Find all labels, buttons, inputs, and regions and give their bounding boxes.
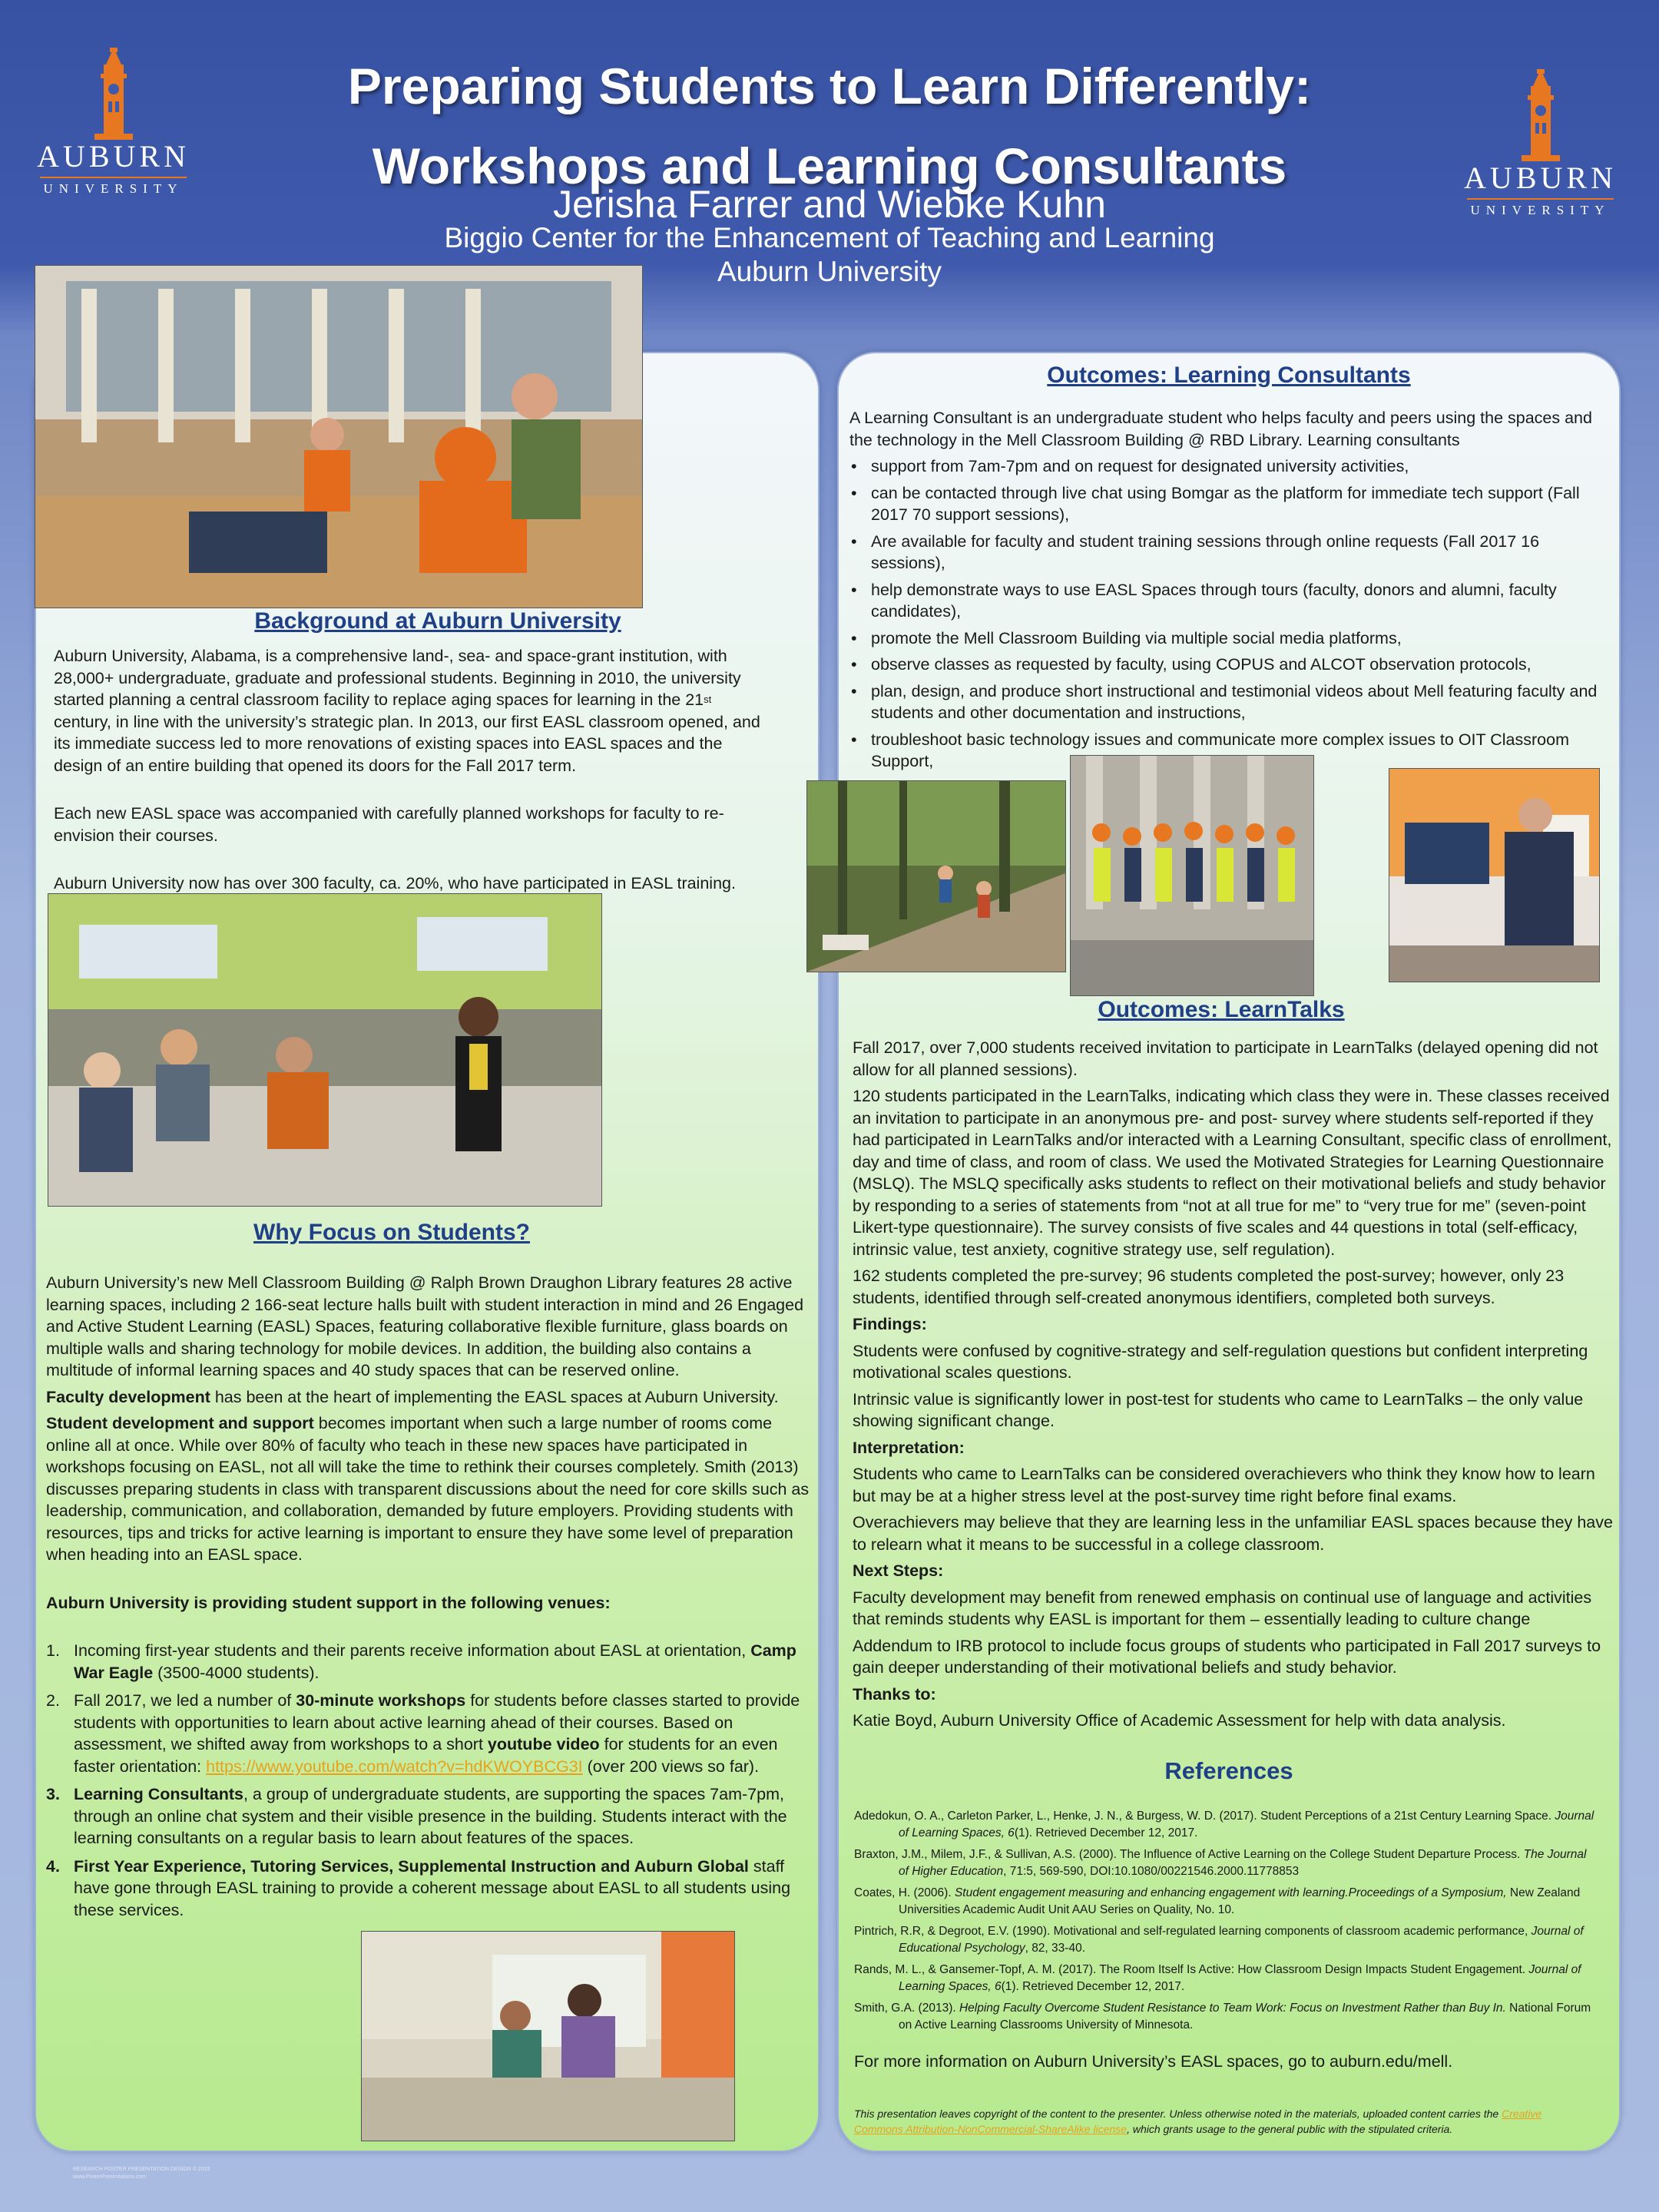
learntalks-paragraph-1: Fall 2017, over 7,000 students received invitation to participate in LearnTalks (delayed opening did not allow for all planned sessions).: [853, 1038, 1598, 1079]
affiliation-line-2: Auburn University: [717, 256, 942, 287]
list-item: 1. Incoming first-year students and their parents receive information about EASL at orientation, Camp War Eagle (3500-4000 students).: [46, 1641, 796, 1682]
learntalks-heading: Outcomes: LearnTalks: [1098, 997, 1345, 1022]
design-credit: RESEARCH POSTER PRESENTATION DESIGN © 2015 www.PosterPresentations.com: [73, 2167, 210, 2180]
list-item: • help demonstrate ways to use EASL Spaces through tours (faculty, donors and alumni, faculty candidates),: [849, 579, 1610, 623]
list-item: 2. Fall 2017, we led a number of 30-minute workshops for students before classes started to provide students with opportunities to learn about active learning ahead of their courses. Based on assessment, we shifted away from workshops to a short youtube video for students for an even faster orientation: https://www.youtube.com/watch?v=hdKWOYBCG3I (over 200 views so far).: [46, 1691, 800, 1776]
background-paragraph-1: Auburn University, Alabama, is a comprehensive land-, sea- and space-grant institution, with 28,000+ undergraduate, graduate and professional students. Beginning in 2010, the university started planning a central classroom facility to replace aging spaces for learning in the 21st century, in line with the university’s strategic plan. In 2013, our first EASL classroom opened, and its immediate success led to more renovations of existing spaces into EASL spaces and the design of an entire building that opened its doors for the Fall 2017 term.: [54, 647, 760, 775]
list-item: 3. Learning Consultants, a group of undergraduate students, are supporting the spaces 7am-7pm, through an online chat system and their visible presence in the building. Students interact with the learning consultants on a regular basis to learn about features of the spaces.: [46, 1785, 787, 1847]
why-text: [46, 1272, 813, 1927]
auburn-logo-left: [31, 48, 196, 197]
license-note: This presentation leaves copyright of the content to the presenter. Unless otherwise noted in the materials, uploaded content carries the Creative Commons Attribution-NonCommercial-ShareAlike license, which grants usage to the general public with the stipulated criteria.: [854, 2108, 1542, 2135]
reference-item: Braxton, J.M., Milem, J.F., & Sullivan, A.S. (2000). The Influence of Active Learning on the College Student Departure Process. The Journal of Higher Education, 71:5, 569-590, DOI:10.1080/00221546.2000.11778853: [854, 1848, 1587, 1878]
consultants-intro: A Learning Consultant is an undergraduate student who helps faculty and peers using the spaces and the technology in the Mell Classroom Building @ RBD Library. Learning consultants: [849, 409, 1592, 449]
consultants-list: [849, 455, 1610, 773]
background-text: [54, 645, 768, 899]
finding-2: Intrinsic value is significantly lower in post-test for students who came to LearnTalks – the only value showing significant change.: [853, 1389, 1584, 1430]
next-steps-label: Next Steps:: [853, 1561, 944, 1580]
title-line-1: Preparing Students to Learn Differently:: [347, 58, 1312, 114]
list-item: • plan, design, and produce short instructional and testimonial videos about Mell featuring faculty and students and other documentation and instructions,: [849, 680, 1610, 724]
thanks-label: Thanks to:: [853, 1684, 936, 1704]
title-line-2: Workshops and Learning Consultants: [372, 137, 1287, 194]
thanks-text: Katie Boyd, Auburn University Office of Academic Assessment for help with data analysis.: [853, 1711, 1506, 1730]
tower-icon: [87, 48, 141, 140]
why-paragraph-1: Auburn University’s new Mell Classroom Building @ Ralph Brown Draughon Library features 28 active learning spaces, including 2 166-seat lecture halls built with student interaction in mind and 26 Engaged and Active Student Learning (EASL) Spaces, featuring collaborative flexible furniture, glass boards on multiple walls and sharing technology for mobile devices. In addition, the building also contains a multitude of informal learning spaces and 40 study spaces that can be reserved online.: [46, 1273, 804, 1379]
references-list: [854, 1808, 1595, 2038]
photo-consultants-group: [1070, 755, 1314, 996]
poster-title: [230, 46, 1429, 206]
learntalks-text: [853, 1037, 1614, 1737]
list-item: • observe classes as requested by faculty, using COPUS and ALCOT observation protocols,: [849, 654, 1610, 676]
license-link[interactable]: Creative Commons Attribution-NonCommercial-ShareAlike license: [854, 2108, 1542, 2135]
background-heading: Background at Auburn University: [254, 608, 621, 634]
reference-item: Coates, H. (2006). Student engagement measuring and enhancing engagement with learning.Proceedings of a Symposium, New Zealand Universities Academic Audit Unit AAU Series on Quality, No. 10.: [854, 1886, 1581, 1916]
photo-library-atrium: [35, 265, 643, 608]
list-item: • promote the Mell Classroom Building via multiple social media platforms,: [849, 628, 1610, 650]
reference-item: Rands, M. L., & Gansemer-Topf, A. M. (2017). The Room Itself Is Active: How Classroom Design Impacts Student Engagement. Journal of Learning Spaces, 6(1). Retrieved December 12, 2017.: [854, 1963, 1581, 1993]
logo-rule: [40, 177, 187, 178]
photo-student-whiteboard: [361, 1931, 735, 2141]
why-paragraph-3: Student development and support becomes important when such a large number of rooms come online all at once. While over 80% of faculty who teach in these new spaces have participated in workshops focusing on EASL, not all will take the time to rethink their courses completely. Smith (2013) discusses preparing students in class with transparent discussions about the need for core skills such as leadership, communication, and collaboration, demanded by future employers. Providing students with resources, tips and tricks for active learning is important to ensure they have some level of preparation when heading into an EASL space.: [46, 1414, 810, 1564]
list-item: • Are available for faculty and student training sessions through online requests (Fall 2017 16 sessions),: [849, 531, 1610, 575]
next-step-1: Faculty development may benefit from renewed emphasis on continual use of language and activities that reminds students why EASL is important for them – essentially leading to culture change: [853, 1588, 1592, 1628]
reference-item: Adedokun, O. A., Carleton Parker, L., Henke, J. N., & Burgess, W. D. (2017). Student Perceptions of a 21st Century Learning Space. Journal of Learning Spaces, 6(1). Retrieved December 12, 2017.: [854, 1810, 1594, 1839]
list-item: 4. First Year Experience, Tutoring Services, Supplemental Instruction and Auburn Global staff have gone through EASL training to provide a coherent message about EASL to all students using these services.: [46, 1856, 791, 1919]
venues-list: [46, 1640, 813, 1921]
finding-1: Students were confused by cognitive-strategy and self-regulation questions but confident interpreting motivational scales questions.: [853, 1341, 1588, 1382]
learntalks-paragraph-2: 120 students participated in the LearnTalks, indicating which class they were in. These classes received an invitation to participate in an anonymous pre- and post- survey where students self-reported if they had participated in LearnTalks and/or interacted with a Learning Consultant, specific class of enrollment, day and time of class, and room of class. We used the Motivated Strategies for Learning Questionnaire (MSLQ). The MSLQ specifically asks students to reflect on their motivational beliefs and study behavior by responding to a series of statements from “not at all true for me” to “very true for me” (seven-point Likert-type questionnaire). The survey consists of five scales and 44 questions in total (self-efficacy, intrinsic value, test anxiety, cognitive strategy use, self regulation).: [853, 1087, 1612, 1259]
references-heading: References: [1164, 1757, 1293, 1784]
interpretation-label: Interpretation:: [853, 1438, 965, 1457]
logo-sub: UNIVERSITY: [43, 181, 184, 196]
learntalks-paragraph-3: 162 students completed the pre-survey; 96 students completed the post-survey; however, only 23 students, identified through self-created anonymous identifiers, completed both surveys.: [853, 1267, 1565, 1307]
findings-label: Findings:: [853, 1315, 927, 1333]
list-item: • can be contacted through live chat using Bomgar as the platform for immediate tech support (Fall 2017 70 support sessions),: [849, 482, 1610, 526]
interpretation-2: Overachievers may believe that they are learning less in the unfamiliar EASL spaces because they have to relearn what it means to be successful in a college classroom.: [853, 1513, 1613, 1554]
background-paragraph-2: Each new EASL space was accompanied with carefully planned workshops for faculty to re-envision their courses.: [54, 804, 724, 845]
list-item: • troubleshoot basic technology issues and communicate more complex issues to OIT Classroom Support,: [849, 729, 1610, 773]
logo-rule: [1467, 198, 1614, 200]
venues-heading: Auburn University is providing student support in the following venues:: [46, 1593, 611, 1612]
why-heading: Why Focus on Students?: [253, 1220, 530, 1245]
why-paragraph-2: Faculty development has been at the heart of implementing the EASL spaces at Auburn University.: [46, 1387, 779, 1406]
list-item: • support from 7am-7pm and on request for designated university activities,: [849, 455, 1610, 478]
tower-icon: [1514, 69, 1568, 161]
authors: Jerisha Farrer and Wiebke Kuhn: [553, 183, 1106, 226]
photo-classroom-workshop: [48, 893, 602, 1207]
photo-consultant-screen: [1389, 768, 1600, 982]
logo-sub: UNIVERSITY: [1470, 203, 1611, 217]
photo-outdoor-hillside: [806, 780, 1066, 972]
reference-item: Smith, G.A. (2013). Helping Faculty Overcome Student Resistance to Team Work: Focus on Investment Rather than Buy In. National Forum on Active Learning Classrooms University of Minnesota.: [854, 2002, 1591, 2032]
youtube-link[interactable]: https://www.youtube.com/watch?v=hdKWOYBCG3I: [206, 1757, 583, 1776]
reference-item: Pintrich, R.R, & Degroot, E.V. (1990). Motivational and self-regulated learning components of classroom academic performance, Journal of Educational Psychology, 82, 33-40.: [854, 1925, 1584, 1955]
next-step-2: Addendum to IRB protocol to include focus groups of students who participated in Fall 2017 surveys to gain deeper understanding of their motivational beliefs and study behavior.: [853, 1636, 1601, 1677]
affiliation-line-1: Biggio Center for the Enhancement of Teaching and Learning: [444, 222, 1215, 253]
consultants-heading: Outcomes: Learning Consultants: [1047, 363, 1411, 388]
background-paragraph-3: Auburn University now has over 300 faculty, ca. 20%, who have participated in EASL training.: [54, 874, 736, 892]
interpretation-1: Students who came to LearnTalks can be considered overachievers who think they know how to learn but may be at a higher stress level at the post-survey time right before final exams.: [853, 1465, 1595, 1505]
consultants-text: [849, 407, 1610, 777]
auburn-logo-right: [1458, 69, 1623, 218]
logo-word: AUBURN: [37, 139, 190, 174]
logo-word: AUBURN: [1464, 161, 1617, 195]
more-info: For more information on Auburn University’s EASL spaces, go to auburn.edu/mell.: [854, 2052, 1453, 2071]
